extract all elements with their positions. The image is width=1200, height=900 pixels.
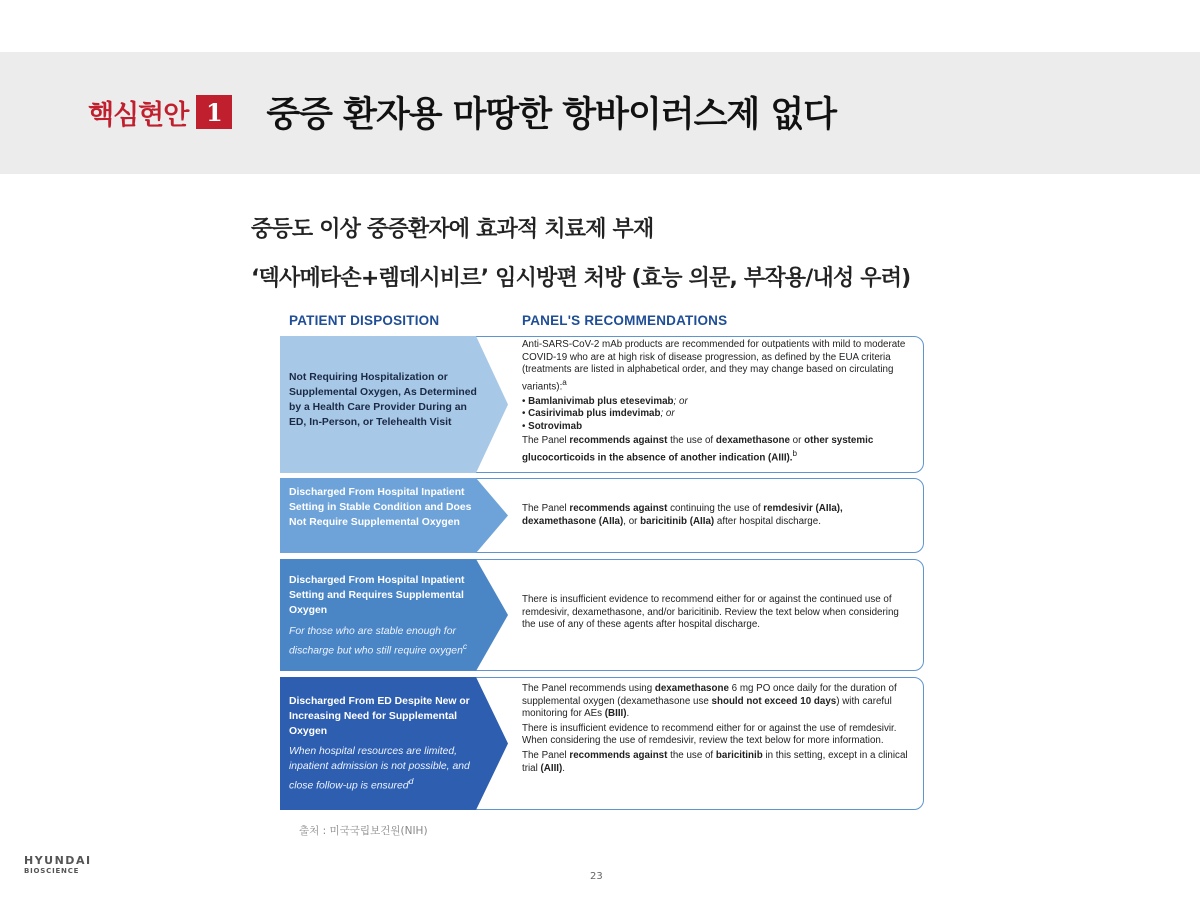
subtitle-1: 중등도 이상 중증환자에 효과적 치료제 부재 xyxy=(251,217,654,242)
disposition-note: For those who are stable enough for discharge but who still require oxygen$^c$ xyxy=(289,626,468,657)
table-row xyxy=(280,559,924,671)
disposition-label: Not Requiring Hospitalization or Supplemental Oxygen, As Determined by a Health Care Provider During an ED, In-Person, or Telehealth Visit xyxy=(289,372,477,428)
slide-title-row xyxy=(88,88,836,136)
recommendation-text: There is insufficient evidence to recommend either for or against the continued use of remdesivir, dexamethasone, and/or baricitinib. Review the text below when considering the use of any of these agents after hospital discharge. xyxy=(522,594,899,631)
disposition-label: Discharged From Hospital Inpatient Setting in Stable Condition and Does Not Require Supplemental Oxygen xyxy=(289,487,472,528)
company-logo xyxy=(24,856,92,876)
key-issue-number-badge: 1 xyxy=(196,95,232,129)
logo-line-2: BIOSCIENCE xyxy=(24,867,80,875)
recommendation-text: Anti-SARS-CoV-2 mAb products are recommended for outpatients with mild to moderate COVID-19 who are at high risk of disease progression, as defined by the EUA criteria (treatments are listed in alphabetical order, and they may change based on circulating variants):$^a$ • Bamlanivimab plus etesevimab; or • Casirivimab plus imdevimab; or • Sotrovimab The Panel recommends against the use of dexamethasone or other systemic glucocorticoids in the absence of another indication (AIII).$^b$ xyxy=(522,339,906,464)
disposition-label: Discharged From ED Despite New or Increasing Need for Supplemental Oxygen xyxy=(289,696,470,737)
logo-line-1: HYUNDAI xyxy=(24,854,92,867)
subtitle-2: ‘덱사메타손+렘데시비르’ 임시방편 처방 (효능 의문, 부작용/내성 우려) xyxy=(251,266,911,291)
recommendation-text: The Panel recommends using dexamethasone 6 mg PO once daily for the duration of supplemental oxygen (dexamethasone use should not exceed 10 days) with careful monitoring for AEs (BIII). There is insufficient evidence to recommend either for or against the use of remdesivir. When considering the use of remdesivir, review the text below for more information. The Panel recommends against the use of baricitinib in this setting, except in a clinical trial (AIII). xyxy=(522,683,908,774)
column-header-recommendations: PANEL'S RECOMMENDATIONS xyxy=(522,313,728,328)
page-number: 23 xyxy=(590,871,603,882)
column-header-disposition: PATIENT DISPOSITION xyxy=(289,313,440,328)
slide-title: 중증 환자용 마땅한 항바이러스제 없다 xyxy=(266,95,837,135)
disposition-note: When hospital resources are limited, inpatient admission is not possible, and close follow-up is ensured$^d$ xyxy=(289,746,470,792)
source-note: 출처 : 미국국립보건원(NIH) xyxy=(299,825,428,837)
table-row xyxy=(280,677,924,810)
key-issue-label: 핵심현안 xyxy=(88,99,189,131)
table-row xyxy=(280,478,924,553)
table-row xyxy=(280,336,924,473)
disposition-label: Discharged From Hospital Inpatient Setting and Requires Supplemental Oxygen xyxy=(289,575,465,616)
recommendation-text: The Panel recommends against continuing the use of remdesivir (AIIa), dexamethasone (AIIa), or baricitinib (AIIa) after hospital discharge. xyxy=(522,503,843,527)
